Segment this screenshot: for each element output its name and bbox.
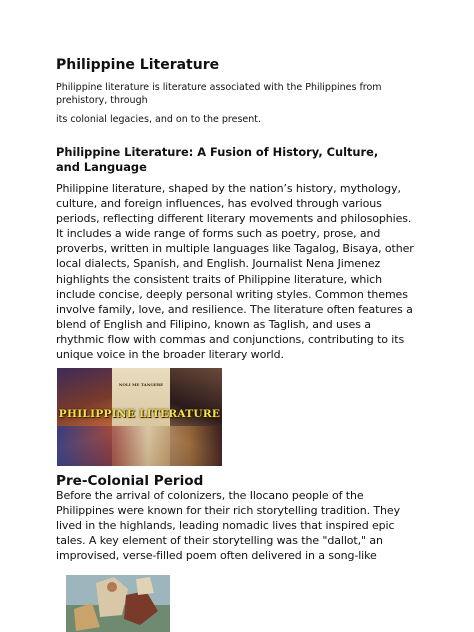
precolonial-painting-image	[66, 575, 170, 632]
painting-illustration	[66, 575, 170, 632]
philippine-literature-banner-image	[57, 368, 222, 466]
section-heading-precolonial: Pre-Colonial Period	[56, 473, 204, 489]
intro-paragraph-line2: its colonial legacies, and on to the present.	[56, 114, 262, 125]
intro-paragraph-line1: Philippine literature is literature associated with the Philippines from prehistory, through	[56, 82, 382, 106]
section-body-fusion: Philippine literature, shaped by the nation’s history, mythology, culture, and foreign influences, has evolved through various periods, reflecting different literary movements and philosophies. It includes a wide range of forms such as poetry, prose, and proverbs, written in multiple languages like Tagalog, Bisaya, other local dialects, Spanish, and English. Journalist Nena Jimenez highlights the consistent traits of Philippine literature, which include concise, deeply personal writing styles. Common themes involve family, love, and resilience. The literature often features a blend of English and Filipino, known as Taglish, and uses a rhythmic flow with commas and conjunctions, contributing to its unique voice in the broader literary world.	[56, 182, 414, 362]
banner-wordmark: PHILIPPINE LITERATURE	[58, 408, 221, 420]
banner-panel-bottom	[57, 426, 222, 466]
section-body-precolonial: Before the arrival of colonizers, the Ilocano people of the Philippines were known for their rich storytelling tradition. They lived in the highlands, leading nomadic lives that inspired epic tales. A key element of their storytelling was the "dallot," an improvised, verse-filled poem often delivered in a song-like	[56, 489, 401, 563]
page-title: Philippine Literature	[56, 57, 220, 73]
section-heading-fusion: Philippine Literature: A Fusion of History, Culture, and Language	[56, 145, 379, 174]
banner-book-title: NOLI ME TANGERE	[118, 382, 164, 387]
